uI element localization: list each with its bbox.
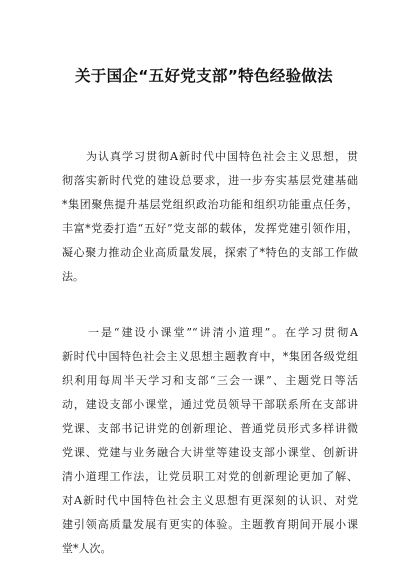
paragraph-line: *集团聚焦提升基层党组织政治功能和组织功能重点任务， — [62, 198, 358, 211]
paragraph-line: 动，建设支部小课堂，通过党员领导干部联系所在支部讲 — [62, 398, 358, 411]
paragraph-line: 凝心聚力推动企业高质量发展，探索了*特色的支部工作做 — [62, 246, 358, 259]
paragraph-intro — [62, 145, 358, 289]
paragraph-line: 党课、支部书记讲党的创新理论、普通党员形式多样讲微 — [62, 422, 358, 435]
paragraph-line: 彻落实新时代党的建设总要求，进一步夯实基层党建基础 — [62, 174, 358, 187]
paragraph-line: 堂*人次。 — [62, 542, 112, 555]
paragraph-point-one — [62, 321, 358, 561]
paragraph-line: 清小道理工作法，让党员职工对党的创新理论更加了解、 — [62, 470, 358, 483]
paragraph-line: 织利用每周半天学习和支部“三会一课”、主题党日等活 — [62, 374, 358, 387]
paragraph-line: 新时代中国特色社会主义思想主题教育中，*集团各级党组 — [62, 350, 358, 363]
paragraph-line: 为认真学习贯彻A新时代中国特色社会主义思想，贯 — [62, 150, 358, 163]
paragraph-line: 建引领高质量发展有更实的体验。主题教育期间开展小课 — [62, 518, 358, 531]
paragraph-line: 一是“建设小课堂”“讲清小道理”。在学习贯彻A — [62, 326, 358, 339]
paragraph-line: 丰富*党委打造“五好”党支部的载体，发挥党建引领作用， — [62, 222, 358, 235]
paragraph-line: 法。 — [62, 270, 84, 283]
paragraph-line: 对A新时代中国特色社会主义思想有更深刻的认识、对党 — [62, 494, 358, 507]
paragraph-line: 党课、党建与业务融合大讲堂等建设支部小课堂、创新讲 — [62, 446, 358, 459]
document-title: 关于国企“五好党支部”特色经验做法 — [75, 67, 333, 85]
